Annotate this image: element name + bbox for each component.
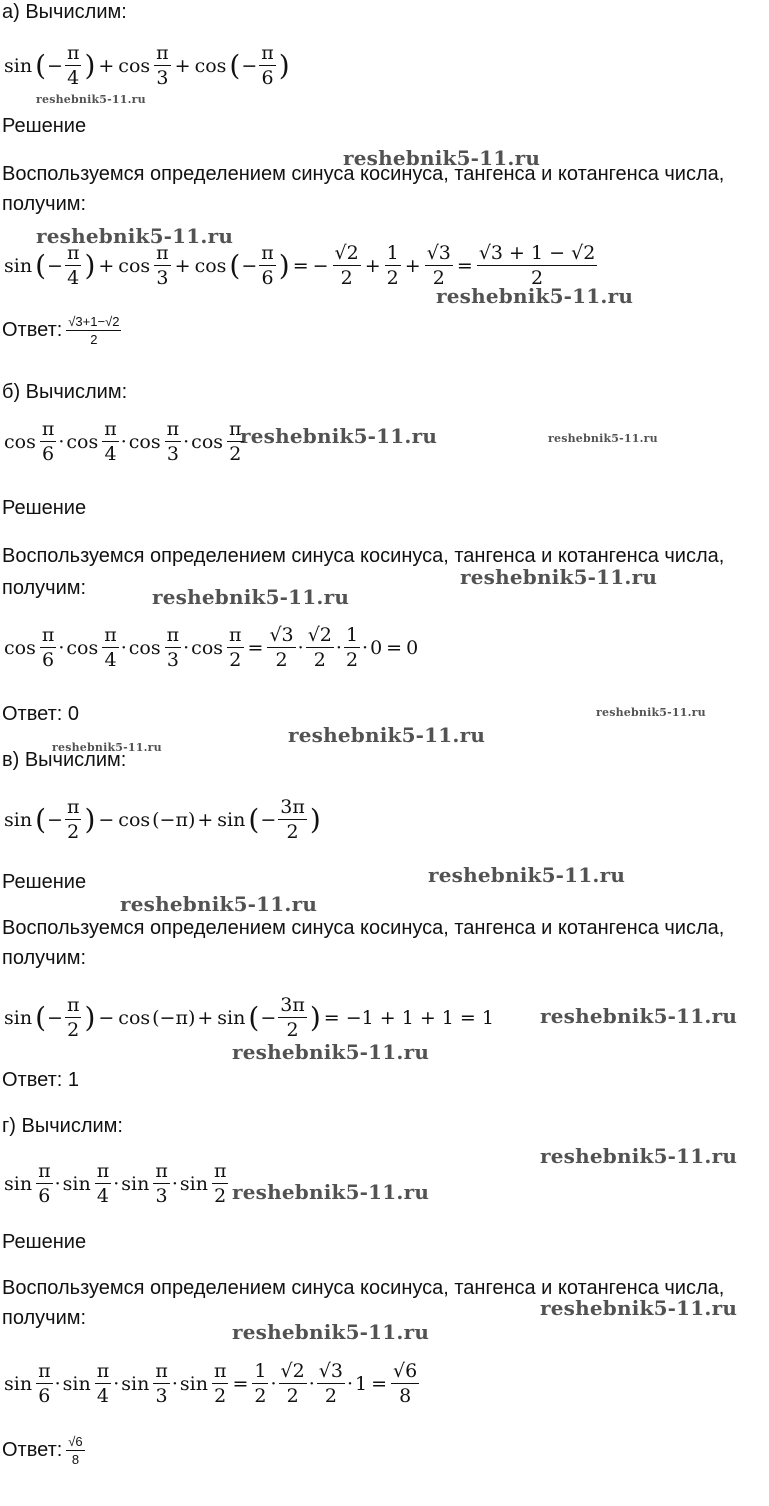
watermark: reshebnik5-11.ru [288, 723, 486, 747]
watermark: reshebnik5-11.ru [152, 585, 350, 609]
watermark: reshebnik5-11.ru [540, 1004, 738, 1028]
heading-b: б) Вычислим: [2, 381, 128, 403]
expression-b: cos $\frac{\pi}{6}$ · cos $\frac{\pi}{4}$ · cos $\frac{\pi}{3}$ · cos $\frac{\pi}{2}$ [4, 418, 242, 465]
explanation-d-line2: получим: [2, 1307, 87, 1329]
watermark: reshebnik5-11.ru [232, 1040, 430, 1064]
solution-label-a: Решение [2, 115, 87, 137]
watermark: reshebnik5-11.ru [232, 1180, 430, 1204]
watermark: reshebnik5-11.ru [343, 146, 541, 170]
watermark: reshebnik5-11.ru [428, 863, 626, 887]
solution-label-d: Решение [2, 1231, 87, 1253]
answer-c: Ответ: 1 [2, 1069, 79, 1091]
answer-d: Ответ: $\frac{√6}{8}$ [2, 1434, 83, 1467]
solution-label-c: Решение [2, 871, 87, 893]
explanation-b-line2: получим: [2, 577, 87, 599]
explanation-c-line1: Воспользуемся определением синуса косинуса, тангенса и котангенса числа, [2, 917, 725, 939]
expression-c: sin ( − $\frac{\pi}{2}$ ) − cos (−π) + sin ( − $\frac{3\pi}{2}$ ) [4, 796, 321, 843]
heading-a: а) Вычислим: [2, 1, 127, 23]
watermark: reshebnik5-11.ru [436, 284, 634, 308]
explanation-a-line1: Воспользуемся определением синуса косинуса, тангенса и котангенса числа, [2, 163, 725, 185]
watermark: reshebnik5-11.ru [460, 565, 658, 589]
expression-a: sin ( − $\frac{\pi}{4}$ ) + cos $\frac{\pi}{3}$ + cos ( − $\frac{\pi}{6}$ ) [4, 42, 290, 89]
solution-expression-d: sin $\frac{\pi}{6}$ · sin $\frac{\pi}{4}$ · sin $\frac{\pi}{3}$ · sin $\frac{\pi}{2}$ = $\frac{1}{2}$ · $\frac{√2}{2}$ · $\frac{√3}{2}$ · 1 = $\frac{√6}{8}$ [4, 1360, 418, 1407]
solution-expression-c: sin ( − $\frac{\pi}{2}$ ) − cos (−π) + sin ( − $\frac{3\pi}{2}$ ) = −1 + 1 + 1 = 1 [4, 994, 494, 1041]
watermark: reshebnik5-11.ru [120, 892, 318, 916]
watermark: reshebnik5-11.ru [540, 1296, 738, 1320]
watermark: reshebnik5-11.ru [36, 93, 146, 106]
explanation-d-line1: Воспользуемся определением синуса косинуса, тангенса и котангенса числа, [2, 1277, 725, 1299]
heading-c: в) Вычислим: [2, 749, 127, 771]
watermark: reshebnik5-11.ru [596, 706, 706, 719]
watermark: reshebnik5-11.ru [36, 224, 234, 248]
answer-b: Ответ: 0 [2, 703, 79, 725]
solution-expression-b: cos $\frac{\pi}{6}$ · cos $\frac{\pi}{4}$ · cos $\frac{\pi}{3}$ · cos $\frac{\pi}{2}$ = $\frac{√3}{2}$ · $\frac{√2}{2}$ · $\frac{1}{2}$ · 0 = 0 [4, 624, 419, 671]
watermark: reshebnik5-11.ru [548, 432, 658, 445]
watermark: reshebnik5-11.ru [240, 424, 438, 448]
explanation-c-line2: получим: [2, 947, 87, 969]
heading-d: г) Вычислим: [2, 1115, 123, 1137]
watermark: reshebnik5-11.ru [540, 1144, 738, 1168]
explanation-a-line2: получим: [2, 193, 87, 215]
solution-label-b: Решение [2, 497, 87, 519]
watermark: reshebnik5-11.ru [52, 741, 162, 754]
solution-expression-a: sin ( − $\frac{\pi}{4}$ ) + cos $\frac{\pi}{3}$ + cos ( − $\frac{\pi}{6}$ ) = − $\frac{√2}{2}$ + $\frac{1}{2}$ + $\frac{√3}{2}$ = $\frac{√3 + 1 - √2}{2}$ [4, 242, 596, 289]
expression-d: sin $\frac{\pi}{6}$ · sin $\frac{\pi}{4}$ · sin $\frac{\pi}{3}$ · sin $\frac{\pi}{2}$ [4, 1160, 227, 1207]
watermark: reshebnik5-11.ru [232, 1320, 430, 1344]
answer-a: Ответ: $\frac{√3+1-√2}{2}$ [2, 314, 120, 347]
explanation-b-line1: Воспользуемся определением синуса косинуса, тангенса и котангенса числа, [2, 545, 725, 567]
